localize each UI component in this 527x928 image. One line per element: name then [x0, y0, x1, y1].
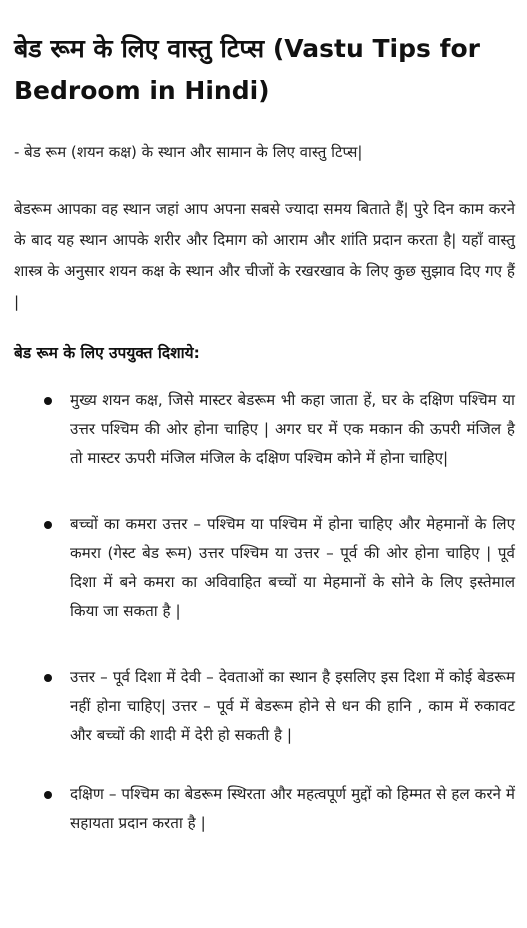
section-heading: बेड रूम के लिए उपयुक्त दिशाये: — [14, 344, 200, 362]
bullet-icon — [44, 397, 52, 405]
list-item-text: दक्षिण – पश्चिम का बेडरूम स्थिरता और महत्वपूर्ण मुद्दों को हिम्मत से हल करने में सहायता प्रदान करता है | — [70, 785, 515, 832]
list-item-text: मुख्य शयन कक्ष, जिसे मास्टर बेडरूम भी कहा जाता हें, घर के दक्षिण पश्चिम या उत्तर पश्चिम की ओर होना चाहिए | अगर घर में एक मकान की ऊपरी मंजिल है तो मास्टर ऊपरी मंजिल मंजिल के दक्षिण पश्चिम कोने में होना चाहिए| — [70, 391, 515, 467]
page-title: बेड रूम के लिए वास्तु टिप्स (Vastu Tips for Bedroom in Hindi) — [14, 34, 480, 105]
bullet-icon — [44, 791, 52, 799]
bullet-icon — [44, 674, 52, 682]
list-item — [14, 780, 515, 838]
list-item — [14, 386, 515, 473]
intro-paragraph: बेडरूम आपका वह स्थान जहां आप अपना सबसे ज्यादा समय बिताते हैं| पुरे दिन काम करने के बाद यह स्थान आपके शरीर और दिमाग को आराम और शांति प्रदान करता है| यहाँ वास्तु शास्त्र के अनुसार शयन कक्ष के स्थान और चीजों के रखरखाव के लिए कुछ सुझाव दिए गए हैं | — [14, 200, 515, 311]
article-subtitle: - बेड रूम (शयन कक्ष) के स्थान और सामान के लिए वास्तु टिप्स| — [14, 143, 363, 161]
article-page — [0, 28, 527, 928]
list-item-text: उत्तर – पूर्व दिशा में देवी – देवताओं का स्थान है इसलिए इस दिशा में कोई बेडरूम नहीं होना चाहिए| उत्तर – पूर्व में बेडरूम होने से धन की हानि , काम में रुकावट और बच्चों की शादी में देरी हो सकती है | — [70, 668, 515, 744]
list-item — [14, 663, 515, 750]
list-item-text: बच्चों का कमरा उत्तर – पश्चिम या पश्चिम में होना चाहिए और मेहमानों के लिए कमरा (गेस्ट बेड रूम) उत्तर पश्चिम या उत्तर – पूर्व की ओर होना चाहिए | पूर्व दिशा में बने कमरा का अविवाहित बच्चों या मेहमानों के सोने के लिए इस्तेमाल किया जा सकता है | — [70, 515, 515, 620]
bullet-icon — [44, 521, 52, 529]
direction-tips-list — [14, 386, 515, 838]
list-item — [14, 510, 515, 626]
